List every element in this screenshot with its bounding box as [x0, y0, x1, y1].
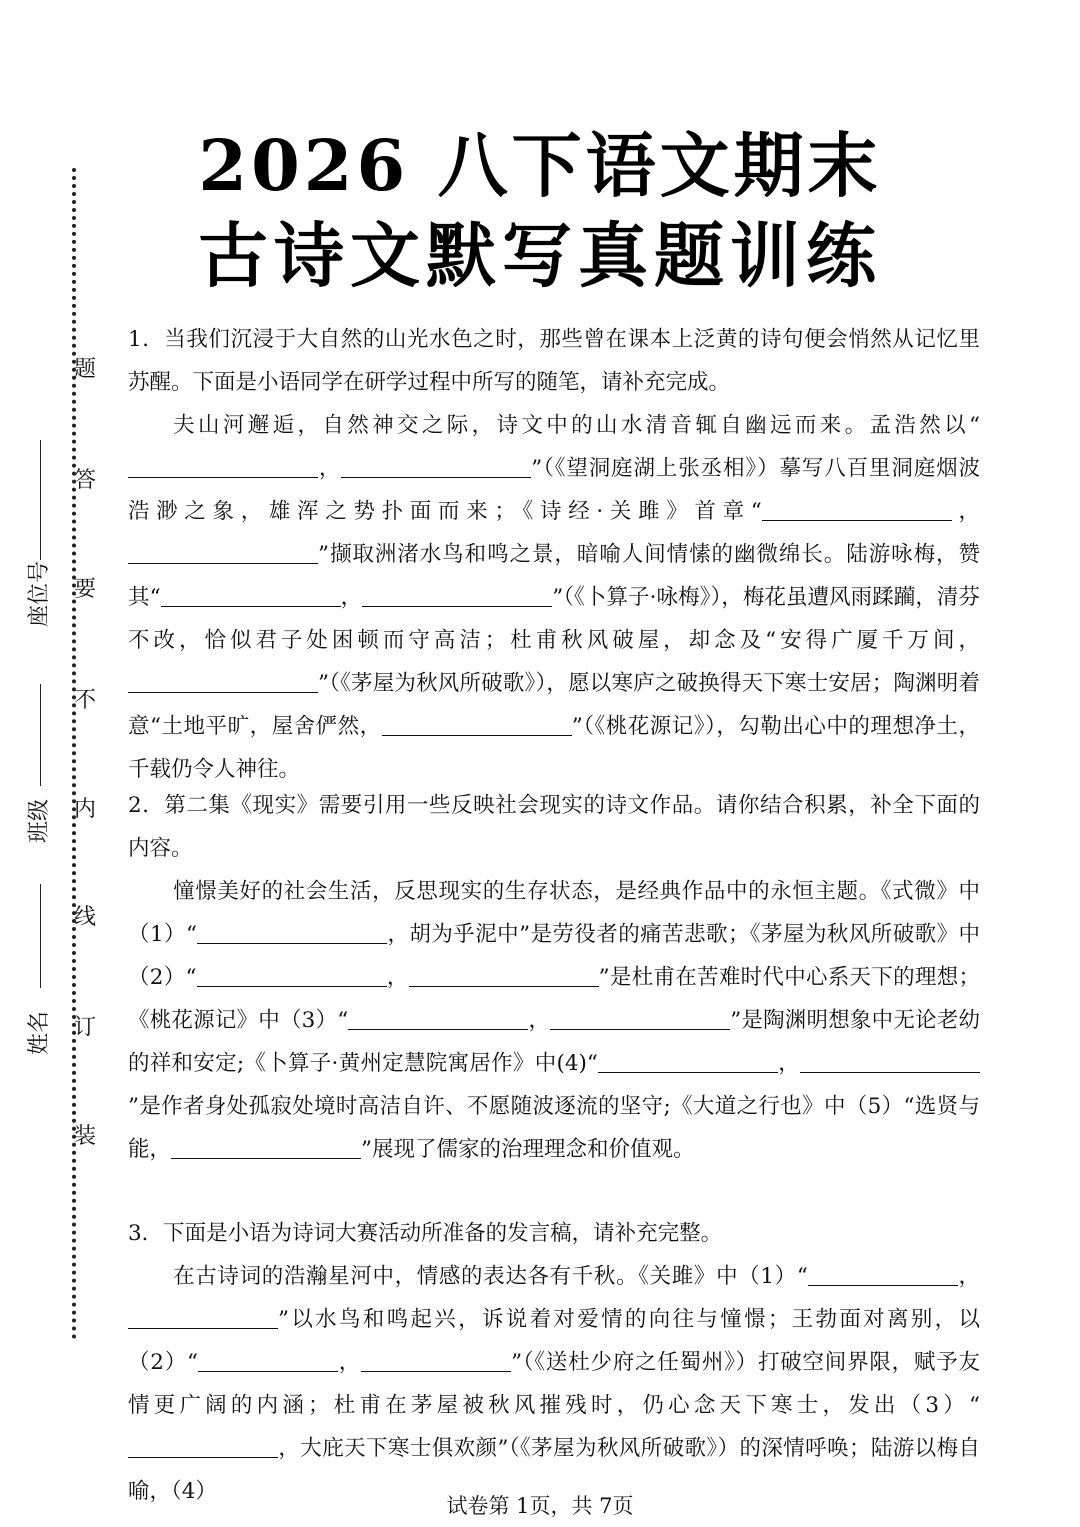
- seat-number-field-line[interactable]: [40, 440, 41, 560]
- question-1-intro: 1．当我们沉浸于大自然的山光水色之时，那些曾在课本上泛黄的诗句便会悄然从记忆里苏醒。下面是小语同学在研学过程中所写的随笔，请补充完成。: [128, 327, 980, 395]
- binding-dotted-line: [72, 168, 76, 1340]
- answer-blank[interactable]: [598, 1048, 778, 1073]
- answer-blank[interactable]: [128, 668, 318, 693]
- page-footer: 试卷第 1页，共 7页: [446, 1494, 634, 1518]
- answer-blank[interactable]: [362, 582, 552, 607]
- title-line-1: 2026 八下语文期末: [198, 124, 882, 207]
- question-2: [128, 784, 980, 1171]
- answer-blank[interactable]: [550, 1005, 730, 1030]
- question-1: [128, 318, 980, 791]
- answer-blank[interactable]: [800, 1048, 980, 1073]
- binding-char: 内: [73, 797, 96, 822]
- answer-blank[interactable]: [198, 1347, 338, 1372]
- answer-blank[interactable]: [197, 919, 387, 944]
- binding-char: 线: [73, 905, 96, 930]
- question-3: [128, 1212, 980, 1513]
- seat-number-field-label: 座位号: [27, 560, 52, 627]
- binding-char: 不: [73, 688, 96, 713]
- answer-blank[interactable]: [348, 1005, 528, 1030]
- answer-blank[interactable]: [382, 711, 572, 736]
- answer-blank[interactable]: [197, 962, 387, 987]
- binding-char: 要: [73, 577, 96, 602]
- answer-blank[interactable]: [361, 1347, 511, 1372]
- answer-blank[interactable]: [128, 539, 318, 564]
- answer-blank[interactable]: [128, 1304, 278, 1329]
- answer-blank[interactable]: [341, 453, 531, 478]
- question-2-body: 憧憬美好的社会生活，反思现实的生存状态，是经典作品中的永恒主题。《式微》中（1）“ ，胡为乎泥中”是劳役者的痛苦悲歌；《茅屋为秋风所破歌》中（2）“ ， ”是杜甫在苦难时代中心系天下的理想；《桃花源记》中（3）“ ， ”是陶渊明想象中无论老幼的祥和安定;《卜算子·黄州定慧院寓居作》中(4)“ ，”是作者身处孤寂处境时高洁自许、不愿随波逐流的坚守;《大道之行也》中（5）“选贤与能， ”展现了儒家的治理理念和价值观。: [128, 879, 981, 1162]
- binding-char: 答: [73, 468, 96, 493]
- binding-char: 订: [73, 1015, 96, 1040]
- name-field-line[interactable]: [40, 884, 41, 988]
- title-line-2: 古诗文默写真题训练: [198, 214, 882, 297]
- answer-blank[interactable]: [409, 962, 599, 987]
- question-1-body: 夫山河邂逅，自然神交之际，诗文中的山水清音辄自幽远而来。孟浩然以“， ”（《望洞庭湖上张丞相》）摹写八百里洞庭烟波浩渺之象，雄浑之势扑面而来；《诗经·关雎》首章“ ，”撷取洲渚水鸟和鸣之景，暗喻人间情愫的幽微绵长。陆游咏梅，赞其“ ， ”（《卜算子·咏梅》），梅花虽遭风雨蹂躏，清芬不改，恰似君子处困顿而守高洁；杜甫秋风破屋，却念及“安得广厦千万间，”（《茅屋为秋风所破歌》），愿以寒庐之破换得天下寒士安居；陶渊明着意“土地平旷，屋舍俨然， ”（《桃花源记》），勾勒出心中的理想净土，千载仍令人神往。: [128, 413, 980, 782]
- binding-char: 题: [73, 357, 96, 382]
- answer-blank[interactable]: [762, 496, 952, 521]
- answer-blank[interactable]: [128, 1433, 278, 1458]
- question-3-intro: 3．下面是小语为诗词大赛活动所准备的发言稿，请补充完整。: [128, 1221, 723, 1246]
- answer-blank[interactable]: [171, 1134, 361, 1159]
- name-field-label: 姓名: [27, 1010, 52, 1055]
- class-field-line[interactable]: [40, 684, 41, 786]
- binding-char: 装: [73, 1124, 96, 1149]
- class-field-label: 班级: [27, 798, 52, 843]
- question-2-intro: 2．第二集《现实》需要引用一些反映社会现实的诗文作品。请你结合积累，补全下面的内容。: [128, 793, 980, 861]
- answer-blank[interactable]: [161, 582, 341, 607]
- answer-blank[interactable]: [128, 453, 318, 478]
- question-3-body: 在古诗词的浩瀚星河中，情感的表达各有千秋。《关雎》中（1）“ ，”以水鸟和鸣起兴，诉说着对爱情的向往与憧憬；王勃面对离别，以（2）“ ， ”（《送杜少府之任蜀州》）打破空间界限，赋予友情更广阔的内涵；杜甫在茅屋被秋风摧残时，仍心念天下寒士，发出（3）“，大庇天下寒士俱欢颜”（《茅屋为秋风所破歌》）的深情呼唤；陆游以梅自喻，（4）: [128, 1255, 980, 1513]
- answer-blank[interactable]: [808, 1261, 958, 1286]
